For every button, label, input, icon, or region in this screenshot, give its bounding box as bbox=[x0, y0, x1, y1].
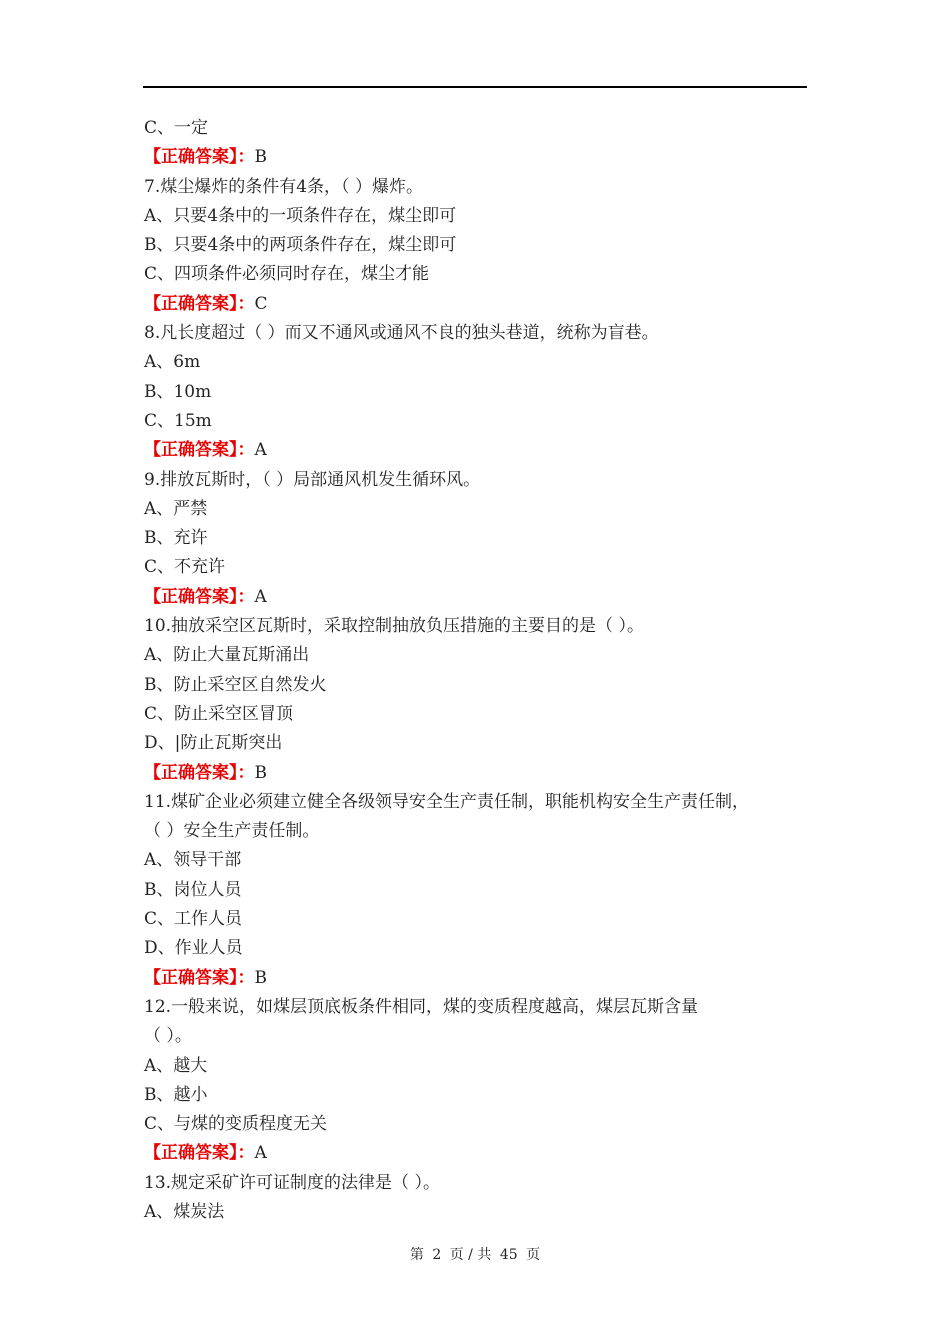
text-line: C、防止采空区冒顶 bbox=[144, 703, 294, 724]
text-line: B、只要4条中的两项条件存在，煤尘即可 bbox=[144, 235, 457, 256]
text-line: C、一定 bbox=[144, 118, 209, 138]
answer-value: B bbox=[254, 147, 267, 168]
answer-label: 【正确答案】： bbox=[144, 293, 255, 314]
footer-total-pages: 45 bbox=[499, 1247, 518, 1263]
text-line: C、与煤的变质程度无关 bbox=[144, 1114, 328, 1135]
text-line: A、只要4条中的一项条件存在，煤尘即可 bbox=[144, 205, 457, 226]
answer-line bbox=[144, 143, 824, 172]
footer-mid: 页 / 共 bbox=[449, 1247, 492, 1263]
footer-page-number: 2 bbox=[432, 1247, 442, 1263]
answer-label: 【正确答案】： bbox=[144, 440, 255, 461]
answer-value: A bbox=[254, 586, 267, 607]
text-line: B、防止采空区自然发火 bbox=[144, 674, 327, 695]
page-footer bbox=[0, 1244, 950, 1264]
text-line: C、不充许 bbox=[144, 557, 226, 578]
answer-label: 【正确答案】： bbox=[144, 967, 255, 988]
text-line: C、15m bbox=[144, 410, 212, 431]
text-line: B、岗位人员 bbox=[144, 879, 242, 900]
answer-line bbox=[144, 1139, 824, 1168]
text-line: 11.煤矿企业必须建立健全各级领导安全生产责任制，职能机构安全生产责任制， bbox=[144, 791, 750, 812]
answer-line bbox=[144, 436, 824, 465]
text-line: A、6m bbox=[144, 352, 201, 373]
text-line: 8.凡长度超过（ ）而又不通风或通风不良的独头巷道，统称为盲巷。 bbox=[144, 323, 659, 344]
text-line: D、|防止瓦斯突出 bbox=[144, 733, 283, 754]
answer-line bbox=[144, 964, 824, 993]
answer-value: B bbox=[254, 967, 267, 988]
answer-line bbox=[144, 759, 824, 788]
text-line: D、作业人员 bbox=[144, 938, 243, 959]
header-rule bbox=[143, 86, 807, 88]
answer-line bbox=[144, 290, 824, 319]
footer-prefix: 第 bbox=[409, 1247, 424, 1263]
text-line: A、严禁 bbox=[144, 498, 208, 519]
text-line: A、越大 bbox=[144, 1055, 208, 1076]
text-line: B、充许 bbox=[144, 528, 208, 549]
answer-line bbox=[144, 583, 824, 612]
text-line: 13.规定采矿许可证制度的法律是（ ）。 bbox=[144, 1172, 440, 1193]
text-line: （ ）安全生产责任制。 bbox=[144, 821, 320, 842]
text-line: 7.煤尘爆炸的条件有4条，（ ）爆炸。 bbox=[144, 176, 423, 197]
answer-label: 【正确答案】： bbox=[144, 147, 255, 168]
text-line: A、煤炭法 bbox=[144, 1201, 225, 1222]
question-list bbox=[144, 114, 824, 1227]
text-line: 12.一般来说，如煤层顶底板条件相同，煤的变质程度越高，煤层瓦斯含量 bbox=[144, 996, 699, 1017]
text-line: B、10m bbox=[144, 381, 212, 402]
text-line: （ ）。 bbox=[144, 1026, 192, 1047]
answer-value: A bbox=[254, 440, 267, 461]
text-line: C、四项条件必须同时存在，煤尘才能 bbox=[144, 264, 430, 285]
text-line: 10.抽放采空区瓦斯时，采取控制抽放负压措施的主要目的是（ ）。 bbox=[144, 616, 644, 637]
answer-value: A bbox=[254, 1143, 267, 1164]
answer-label: 【正确答案】： bbox=[144, 762, 255, 783]
answer-label: 【正确答案】： bbox=[144, 586, 255, 607]
text-line: C、工作人员 bbox=[144, 909, 243, 930]
text-line: A、领导干部 bbox=[144, 850, 242, 871]
answer-value: B bbox=[254, 762, 267, 783]
footer-suffix: 页 bbox=[526, 1247, 541, 1263]
text-line: 9.排放瓦斯时，（ ）局部通风机发生循环风。 bbox=[144, 469, 481, 490]
text-line: A、防止大量瓦斯涌出 bbox=[144, 645, 310, 666]
answer-value: C bbox=[254, 293, 268, 314]
text-line: B、越小 bbox=[144, 1084, 208, 1105]
answer-label: 【正确答案】： bbox=[144, 1143, 255, 1164]
